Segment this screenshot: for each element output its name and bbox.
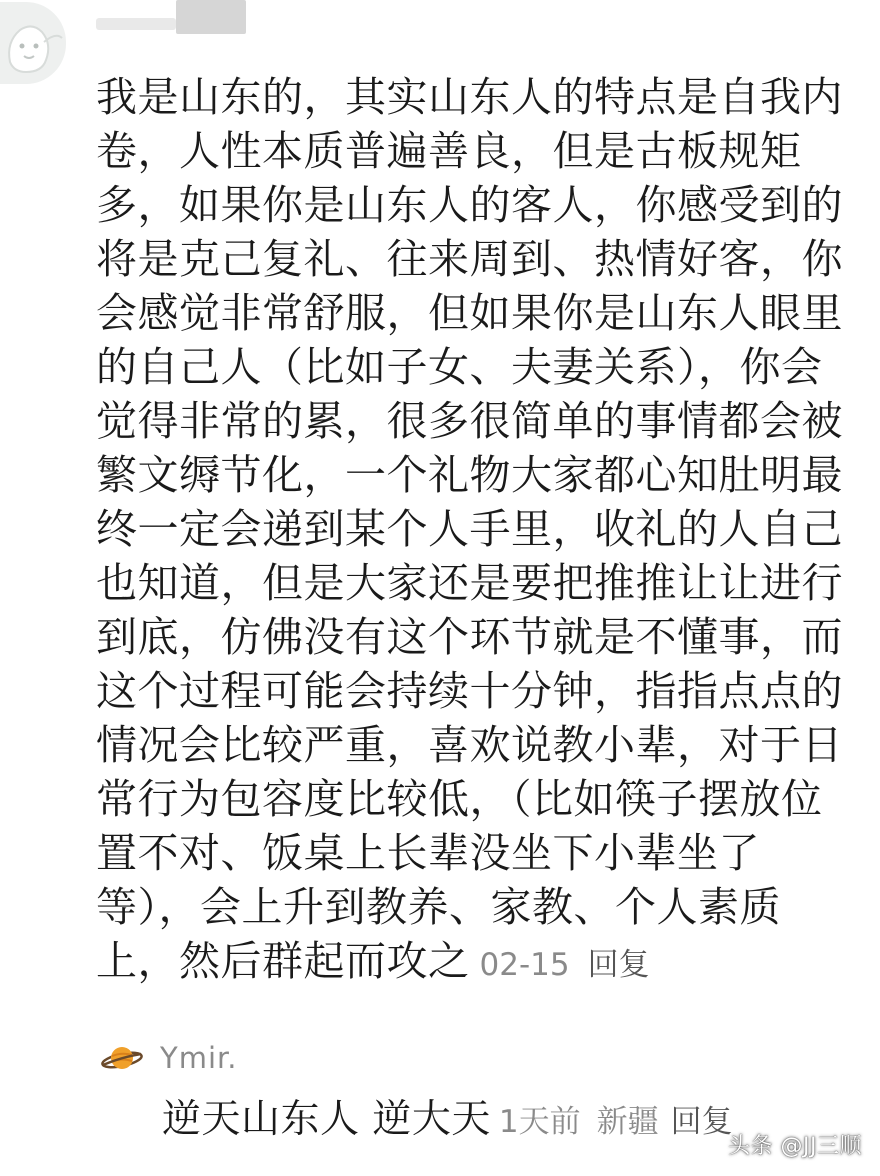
sub-reply-header xyxy=(100,1036,238,1080)
comment-line: 上，然后群起而攻之 xyxy=(96,937,470,985)
comment-line: 繁文缛节化，一个礼物大家都心知肚明最 xyxy=(96,451,843,499)
comment-body xyxy=(96,70,856,988)
comment-line: 情况会比较严重，喜欢说教小辈，对于日 xyxy=(96,721,843,769)
sub-reply-time: 1天前 xyxy=(498,1104,581,1140)
comment-line: 置不对、饭桌上长辈没坐下小辈坐了 xyxy=(96,829,760,877)
commenter-avatar[interactable] xyxy=(0,2,66,84)
sub-reply-reply-button[interactable]: 回复 xyxy=(670,1104,733,1140)
comment-line: 常行为包容度比较低，（比如筷子摆放位 xyxy=(96,775,823,823)
sub-reply-body xyxy=(162,1088,733,1144)
comment-line: 的自己人（比如子女、夫妻关系），你会 xyxy=(96,343,823,391)
comment-reply-button[interactable]: 回复 xyxy=(587,947,650,983)
sub-reply-location: 新疆 xyxy=(596,1104,659,1140)
planet-icon[interactable] xyxy=(100,1041,144,1075)
comment-line: 等），会上升到教养、家教、个人素质 xyxy=(96,883,781,931)
blurred-area xyxy=(176,0,246,34)
comment-line: 觉得非常的累，很多很简单的事情都会被 xyxy=(96,397,843,445)
comment-line: 多，如果你是山东人的客人，你感受到的 xyxy=(96,181,843,229)
comment-line: 会感觉非常舒服，但如果你是山东人眼里 xyxy=(96,289,843,337)
comment-line: 也知道，但是大家还是要把推推让让进行 xyxy=(96,559,843,607)
comment-last-line xyxy=(96,934,856,988)
comment-line: 终一定会递到某个人手里，收礼的人自己 xyxy=(96,505,843,553)
comment-line: 卷，人性本质普遍善良，但是古板规矩 xyxy=(96,127,802,175)
comment-date: 02-15 xyxy=(479,947,570,983)
watermark: 头条 @JJ三顺 xyxy=(728,1134,862,1159)
comment-line: 到底，仿佛没有这个环节就是不懂事，而 xyxy=(96,613,843,661)
comment-line: 这个过程可能会持续十分钟，指指点点的 xyxy=(96,667,843,715)
comment-line: 我是山东的，其实山东人的特点是自我内 xyxy=(96,73,843,121)
comment-line: 将是克己复礼、往来周到、热情好客，你 xyxy=(96,235,843,283)
blurred-username xyxy=(96,18,176,30)
avatar-doodle-icon xyxy=(0,2,66,84)
sub-reply-username[interactable]: Ymir. xyxy=(160,1041,238,1075)
sub-reply-content: 逆天山东人 逆大天 xyxy=(162,1097,491,1142)
